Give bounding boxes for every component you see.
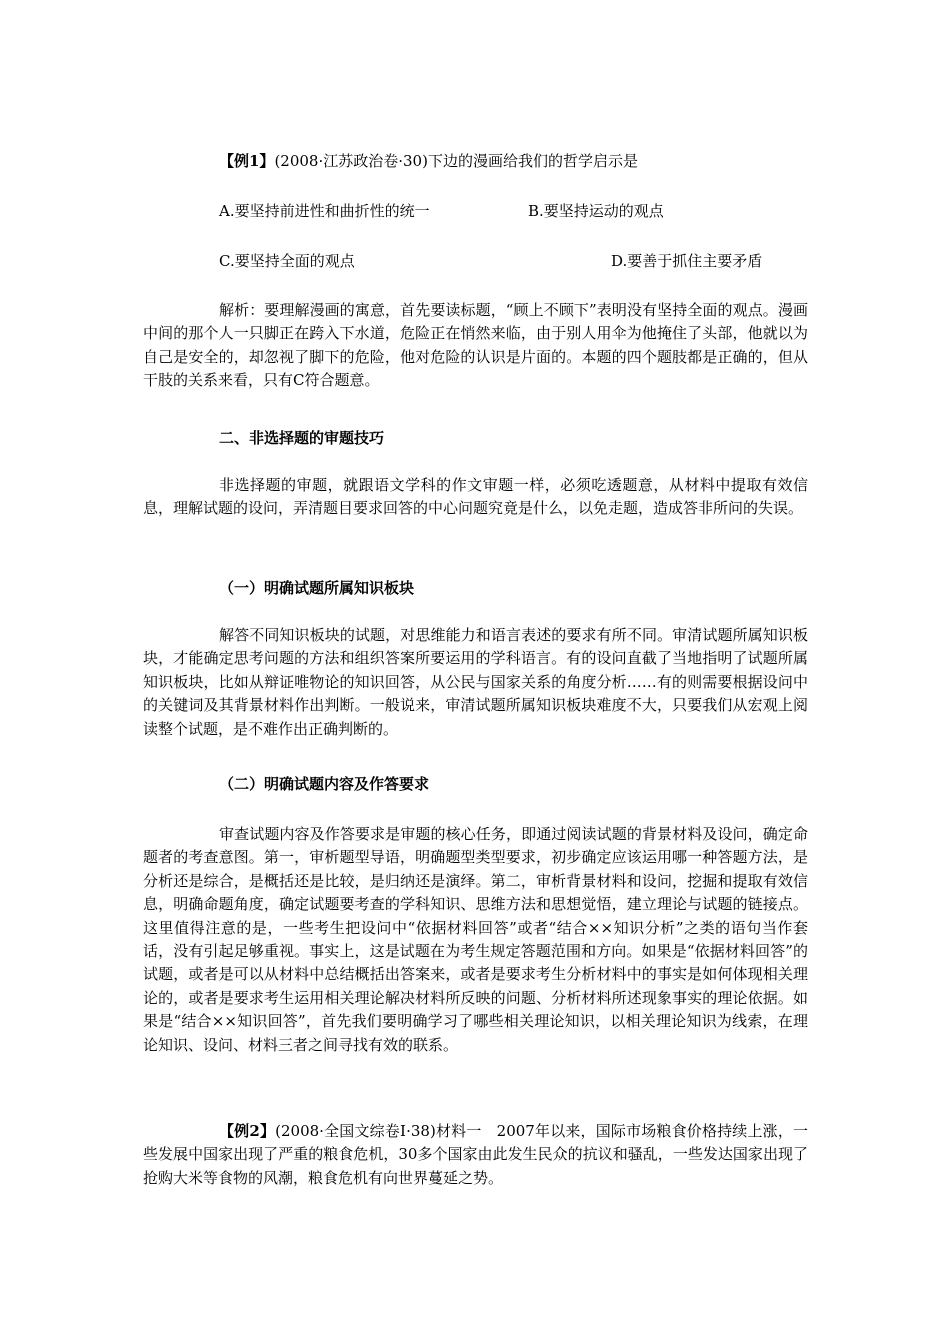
example2-label: 【例2】	[219, 1122, 276, 1140]
example2-text: (2008·全国文综卷Ⅰ·38)材料一 2007年以来，国际市场粮食价格持续上涨，一些发展中国家出现了严重的粮食危机，30多个国家由此发生民众的抗议和骚乱，一些发达国家出现了抢购大米等食物的风潮，粮食危机有向世界蔓延之势。	[143, 1122, 808, 1187]
subsection1-body: 解答不同知识板块的试题，对思维能力和语言表述的要求有所不同。审清试题所属知识板块，才能确定思考问题的方法和组织答案所要运用的学科语言。有的设问直截了当地指明了试题所属知识板块，比如从辩证唯物论的知识回答，从公民与国家关系的角度分析……有的则需要根据设问中的关键词及其背景材料作出判断。一般说来，审清试题所属知识板块难度不大，只要我们从宏观上阅读整个试题，是不难作出正确判断的。	[143, 626, 808, 738]
example2-paragraph	[143, 1120, 808, 1190]
subsection2-body: 审查试题内容及作答要求是审题的核心任务，即通过阅读试题的背景材料及设问，确定命题者的考查意图。第一，审析题型导语，明确题型类型要求，初步确定应该运用哪一种答题方法，是分析还是综合，是概括还是比较，是归纳还是演绎。第二，审析背景材料和设问，挖掘和提取有效信息，明确命题角度，确定试题要考查的学科知识、思维方法和思想觉悟，建立理论与试题的链接点。这里值得注意的是，一些考生把设问中“依据材料回答”或者“结合××知识分析”之类的语句当作套话，没有引起足够重视。事实上，这是试题在为考生规定答题范围和方向。如果是“依据材料回答”的试题，或者是可以从材料中总结概括出答案来，或者是要求考生分析材料中的事实是如何体现相关理论的，或者是要求考生运用相关理论解决材料所反映的问题、分析材料所述现象事实的理论依据。如果是“结合××知识回答”，首先我们要明确学习了哪些相关理论知识，以相关理论知识为线索，在理论知识、设问、材料三者之间寻找有效的联系。	[143, 825, 808, 1054]
option-a: A.要坚持前进性和曲折性的统一	[219, 202, 430, 220]
option-d: D.要善于抓住主要矛盾	[611, 252, 763, 270]
option-c: C.要坚持全面的观点	[219, 252, 355, 270]
example1-question	[219, 150, 638, 172]
section2-heading: 二、非选择题的审题技巧	[219, 429, 385, 447]
example1-label: 【例1】	[219, 152, 275, 170]
section2-intro: 非选择题的审题，就跟语文学科的作文审题一样，必须吃透题意，从材料中提取有效信息，理解试题的设问，弄清题目要求回答的中心问题究竟是什么，以免走题，造成答非所问的失误。	[143, 476, 808, 518]
option-b: B.要坚持运动的观点	[528, 202, 664, 220]
subsection1-heading: （一）明确试题所属知识板块	[219, 579, 415, 597]
example1-analysis: 解析：要理解漫画的寓意，首先要读标题，“顾上不顾下”表明没有坚持全面的观点。漫画中间的那个人一只脚正在跨入下水道，危险正在悄然来临，由于别人用伞为他掩住了头部，他就以为自己是安全的，却忽视了脚下的危险，他对危险的认识是片面的。本题的四个题肢都是正确的，但从干肢的关系来看，只有C符合题意。	[143, 301, 808, 390]
example1-question-text: (2008·江苏政治卷·30)下边的漫画给我们的哲学启示是	[274, 152, 638, 170]
subsection2-heading: （二）明确试题内容及作答要求	[219, 775, 430, 793]
